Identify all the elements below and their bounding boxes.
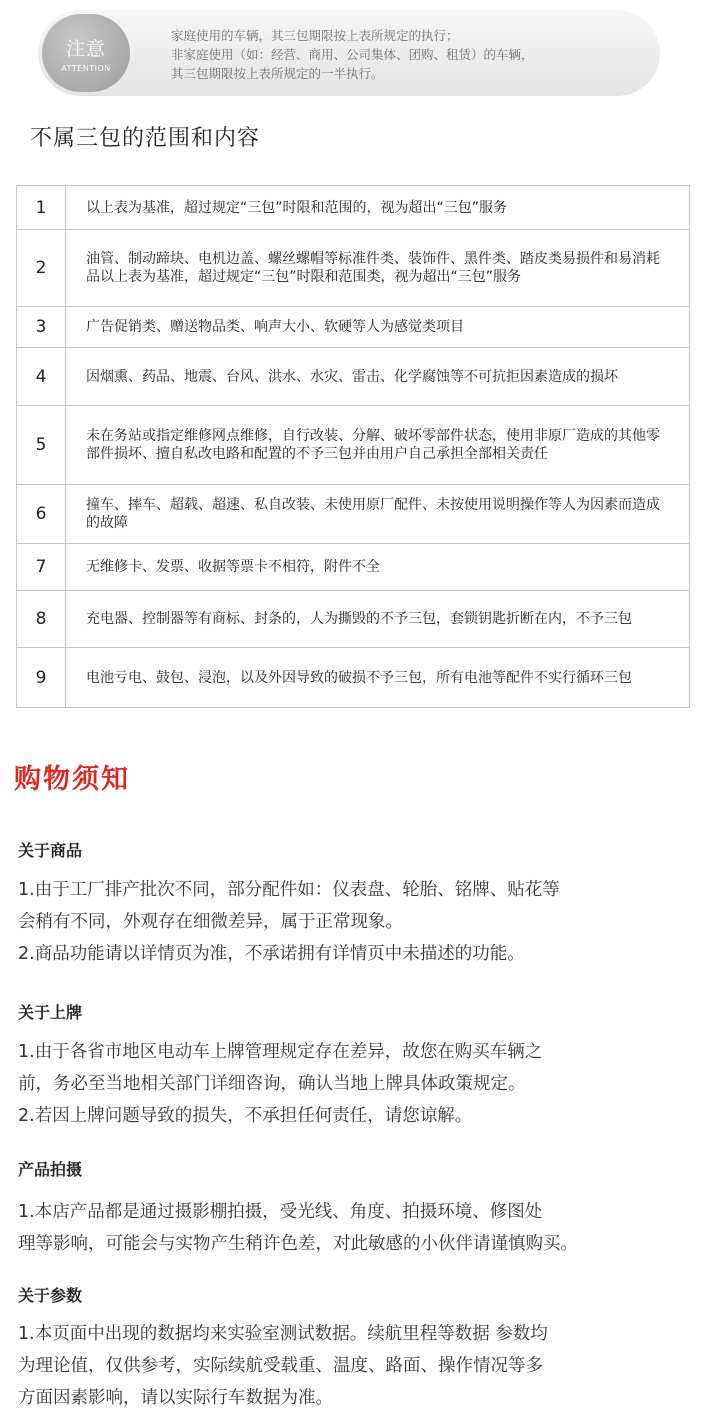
- section-heading: 关于参数: [18, 1286, 83, 1305]
- body-line: 理等影响，可能会与实物产生稍许色差，对此敏感的小伙伴请谨慎购买。: [18, 1234, 578, 1254]
- section-body: [18, 1036, 698, 1132]
- body-line: 1.本店产品都是通过摄影棚拍摄，受光线、角度、拍摄环境、修图处: [18, 1202, 543, 1222]
- row-number: 6: [17, 485, 66, 543]
- body-line: 为理论值，仅供参考，实际续航受载重、温度、路面、操作情况等多: [18, 1356, 543, 1376]
- row-number: 9: [17, 648, 66, 707]
- section-body: [18, 874, 698, 970]
- table-row: [17, 307, 689, 348]
- row-text: 因烟熏、药品、地震、台风、洪水、水灾、雷击、化学腐蚀等不可抗拒因素造成的损坏: [86, 368, 618, 385]
- table-row: [17, 186, 689, 230]
- row-number: 3: [17, 307, 66, 347]
- attention-badge-cn: 注意: [65, 38, 106, 60]
- row-number: 5: [17, 406, 66, 484]
- row-number: 7: [17, 544, 66, 590]
- body-line: 会稍有不同，外观存在细微差异，属于正常现象。: [18, 912, 403, 932]
- row-text: 无维修卡、发票、收据等票卡不相符，附件不全: [86, 559, 380, 575]
- body-line: 2.若因上牌问题导致的损失，不承担任何责任，请您谅解。: [18, 1106, 473, 1126]
- attention-banner: [38, 10, 660, 96]
- attention-line: 其三包期限按上表所规定的一半执行。: [171, 66, 384, 81]
- section-body: [18, 1196, 698, 1260]
- row-number: 2: [17, 230, 66, 306]
- body-line: 2.商品功能请以详情页为准，不承诺拥有详情页中未描述的功能。: [18, 944, 525, 964]
- table-row: [17, 406, 689, 485]
- section-heading: 关于上牌: [18, 1003, 83, 1022]
- table-row: [17, 348, 689, 406]
- row-number: 4: [17, 348, 66, 405]
- body-line: 1.由于各省市地区电动车上牌管理规定存在差异，故您在购买车辆之: [18, 1042, 543, 1062]
- row-text: 充电器、控制器等有商标、封条的，人为撕毁的不予三包，套锁钥匙折断在内，不予三包: [86, 611, 632, 627]
- row-text: 撞车、摔车、超载、超速、私自改装、未使用原厂配件、未按使用说明操作等人为因素而造成的故障: [86, 497, 660, 531]
- row-text: 以上表为基准，超过规定“三包”时限和范围的，视为超出“三包”服务: [86, 199, 508, 216]
- row-text: 电池亏电、鼓包、浸泡，以及外因导致的破损不予三包，所有电池等配件不实行循环三包: [86, 669, 632, 686]
- attention-line: 家庭使用的车辆，其三包期限按上表所规定的执行；: [171, 28, 459, 43]
- table-row: [17, 485, 689, 544]
- exclusions-title: 不属三包的范围和内容: [30, 126, 261, 151]
- body-line: 前，务必至当地相关部门详细咨询，确认当地上牌具体政策规定。: [18, 1074, 526, 1094]
- row-text: 未在务站或指定维修网点维修，自行改装、分解、破坏零部件状态，使用非原厂造成的其他零部件损坏、擅自私改电路和配置的不予三包并由用户自己承担全部相关责任: [86, 428, 660, 462]
- body-line: 1.本页面中出现的数据均来实验室测试数据。续航里程等数据 参数均: [18, 1324, 548, 1344]
- table-row: [17, 230, 689, 307]
- section-body: [18, 1318, 698, 1414]
- table-row: [17, 591, 689, 648]
- body-line: 1.由于工厂排产批次不同，部分配件如：仪表盘、轮胎、铭牌、贴花等: [18, 880, 560, 900]
- notice-title: 购物须知: [14, 764, 130, 795]
- attention-badge: [42, 14, 130, 92]
- attention-badge-en: ATTENTION: [61, 64, 111, 73]
- attention-text: [171, 26, 651, 83]
- table-row: [17, 648, 689, 708]
- section-heading: 关于商品: [18, 841, 83, 860]
- body-line: 方面因素影响，请以实际行车数据为准。: [18, 1388, 333, 1408]
- row-text: 广告促销类、赠送物品类、响声大小、软硬等人为感觉类项目: [86, 319, 464, 335]
- table-row: [17, 544, 689, 591]
- exclusions-table: [16, 185, 690, 708]
- section-heading: 产品拍摄: [18, 1160, 83, 1179]
- row-number: 1: [17, 186, 66, 229]
- row-number: 8: [17, 591, 66, 647]
- attention-line: 非家庭使用（如：经营、商用、公司集体、团购、租赁）的车辆，: [171, 47, 534, 62]
- row-text: 油管、制动蹄块、电机边盖、螺丝螺帽等标准件类、装饰件、黑件类、踏皮类易损件和易消耗品以上表为基准，超过规定“三包”时限和范围类，视为超出“三包”服务: [86, 251, 660, 285]
